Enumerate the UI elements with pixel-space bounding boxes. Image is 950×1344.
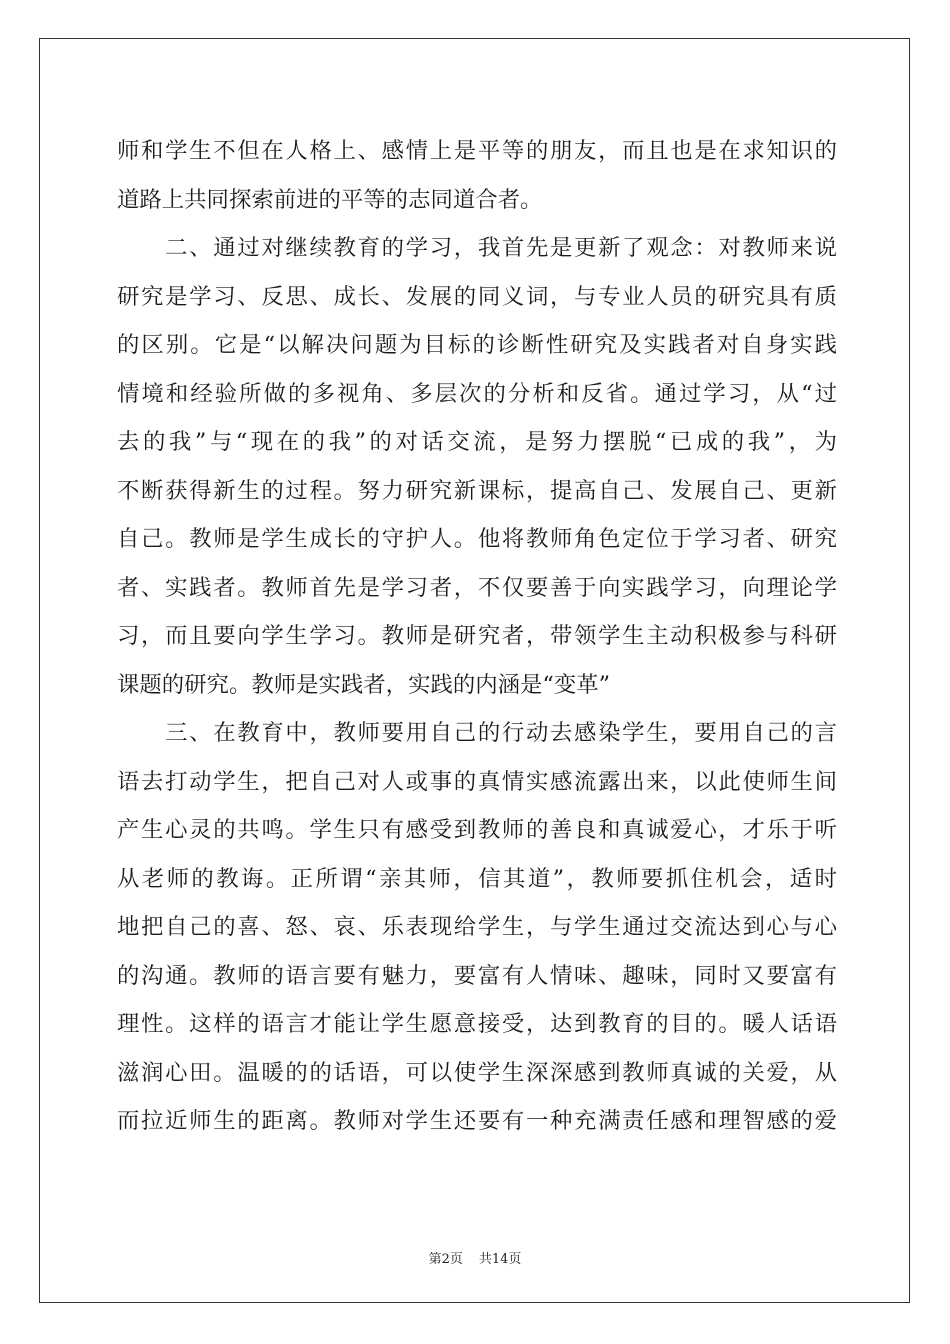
- document-body: [117, 127, 837, 1146]
- text-line: 从老师的教诲。正所谓“亲其师，信其道”，教师要抓住机会，适时: [117, 865, 837, 892]
- text-line: 二、通过对继续教育的学习，我首先是更新了观念：对教师来说: [117, 235, 837, 261]
- text-line: 产生心灵的共鸣。学生只有感受到教师的善良和真诚爱心，才乐于听: [117, 817, 837, 843]
- text-line: 滋润心田。温暖的的话语，可以使学生深深感到教师真诚的关爱，从: [117, 1059, 837, 1086]
- text-line: 地把自己的喜、怒、哀、乐表现给学生，与学生通过交流达到心与心: [117, 914, 837, 940]
- page-number: 第2页: [428, 1252, 463, 1267]
- text-line: 习，而且要向学生学习。教师是研究者，带领学生主动积极参与科研: [117, 623, 837, 649]
- text-line: 自己。教师是学生成长的守护人。他将教师角色定位于学习者、研究: [117, 526, 837, 552]
- page-footer: [0, 1248, 950, 1267]
- text-line: 课题的研究。教师是实践者，实践的内涵是“变革”: [117, 671, 611, 698]
- text-line: 道路上共同探索前进的平等的志同道合者。: [117, 186, 543, 213]
- text-line: 三、在教育中，教师要用自己的行动去感染学生，要用自己的言: [117, 720, 837, 746]
- text-line: 语去打动学生，把自己对人或事的真情实感流露出来，以此使师生间: [117, 768, 837, 795]
- text-line: 的区别。它是“以解决问题为目标的诊断性研究及实践者对自身实践: [117, 332, 837, 358]
- text-line: 而拉近师生的距离。教师对学生还要有一种充满责任感和理智感的爱: [117, 1108, 837, 1134]
- text-line: 情境和经验所做的多视角、多层次的分析和反省。通过学习，从“过: [117, 380, 837, 407]
- text-line: 者、实践者。教师首先是学习者，不仅要善于向实践学习，向理论学: [117, 574, 837, 601]
- text-line: 师和学生不但在人格上、感情上是平等的朋友，而且也是在求知识的: [117, 138, 837, 164]
- text-line: 的沟通。教师的语言要有魅力，要富有人情味、趣味，同时又要富有: [117, 962, 837, 989]
- text-line: 去的我”与“现在的我”的对话交流，是努力摆脱“已成的我”，为: [117, 429, 837, 455]
- text-line: 理性。这样的语言才能让学生愿意接受，达到教育的目的。暖人话语: [117, 1011, 837, 1037]
- page-total: 共14页: [478, 1252, 522, 1267]
- text-line: 不断获得新生的过程。努力研究新课标，提高自己、发展自己、更新: [117, 477, 837, 504]
- text-line: 研究是学习、反思、成长、发展的同义词，与专业人员的研究具有质: [117, 283, 837, 310]
